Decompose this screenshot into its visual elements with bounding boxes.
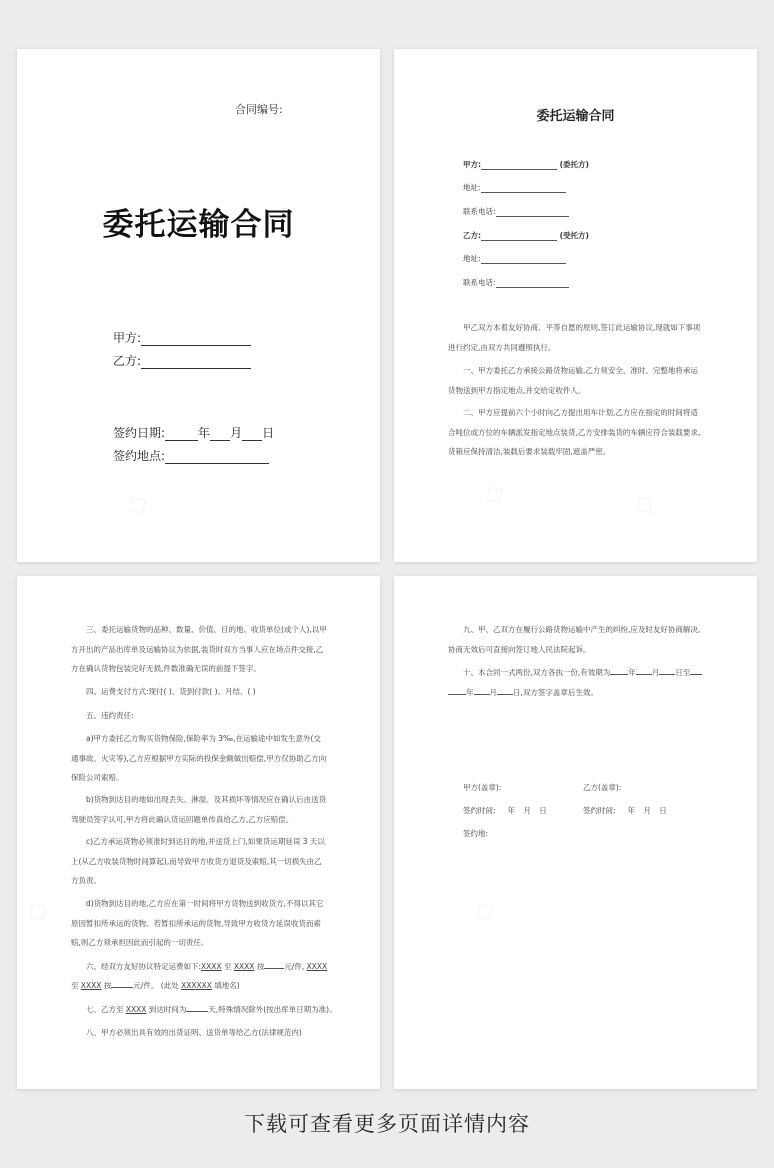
p3-paragraph-7 bbox=[86, 1000, 337, 1020]
p2-address-b-label: 地址: bbox=[463, 254, 481, 263]
p2-phone-b-line bbox=[496, 279, 569, 288]
p2-address-b bbox=[463, 253, 566, 264]
p6-note-end: 填地名) bbox=[214, 981, 240, 990]
p10-blank-6 bbox=[474, 686, 490, 695]
p3-paragraph-8: 八、甲方必须出具有效的出货证明、送货单等给乙方(法律规范内) bbox=[86, 1028, 302, 1037]
p10-a: 十、本合同一式两份,双方各执一份,有效期为 bbox=[463, 668, 611, 677]
month-line bbox=[210, 428, 230, 441]
p10-g: 日,双方签字盖章后生效。 bbox=[513, 688, 598, 697]
p7-end: 天,特殊情况除外(按出库单日期为准)。 bbox=[208, 1005, 337, 1014]
p2-paragraph-2: 二、甲方应提前六个小时向乙方提出用车计划,乙方应在指定的时间将适合吨位或方位的车辆派发指定地点装货,乙方安排装货的车辆应符合装载要求,货箱应保持清洁,装载后要求装载牢固,遮盖严密。 bbox=[448, 408, 701, 456]
p6-to-2: 至 bbox=[71, 981, 79, 990]
p7-pre: 七、乙方至 bbox=[86, 1005, 124, 1014]
p6-to-1: 至 bbox=[223, 962, 232, 971]
month-label: 月 bbox=[230, 426, 243, 440]
sign-time-a bbox=[463, 805, 547, 816]
p6-xxxxxx: XXXXXX bbox=[181, 981, 212, 990]
p6-xxxx-2: XXXX bbox=[233, 962, 255, 971]
p2-party-b-label: 乙方: bbox=[463, 231, 481, 240]
party-a-line bbox=[141, 333, 251, 346]
sign-time-a-label: 签约时间: bbox=[463, 806, 496, 815]
p6-per-1: 按 bbox=[256, 962, 265, 971]
p6-per-2: 按 bbox=[103, 981, 112, 990]
p4-paragraph-10-line1 bbox=[463, 663, 702, 683]
p2-phone-b bbox=[463, 277, 569, 288]
p2-address-a-line bbox=[481, 184, 566, 193]
party-a-field bbox=[113, 329, 251, 346]
p6-unit-1: 元/件, bbox=[284, 962, 305, 971]
day-line bbox=[242, 428, 262, 441]
sign-time-b bbox=[583, 805, 667, 816]
sign-party-a: 甲方(盖章): bbox=[463, 783, 502, 792]
party-b-line bbox=[141, 356, 251, 369]
p6-xxxx-3: XXXX bbox=[306, 962, 328, 971]
p10-blank-3 bbox=[659, 666, 675, 675]
watermark bbox=[120, 486, 154, 522]
watermark bbox=[627, 486, 661, 522]
footer-caption: 下载可查看更多页面详情内容 bbox=[244, 1112, 530, 1136]
year-label: 年 bbox=[198, 426, 211, 440]
p3-paragraph-5d: d)货物到达目的地,乙方应在第一时间将甲方货物送到收货方,不得以其它原因暂扣所承运的货物。若暂扣所承运的货物,导致甲方收货方延误收货而索赔,则乙方须承担因此而引起的一切责任。 bbox=[71, 899, 324, 947]
p3-paragraph-3: 三、委托运输货物的品种、数量、价值、目的地、收货单位(或个人),以甲方开出的产品出库单及运输协议为依据,装货时双方当事人应在场点件交接,乙方在确认货物包装完好无损,件数准确无误的前提下签字。 bbox=[71, 625, 327, 673]
p2-party-a-role: (委托方) bbox=[559, 160, 589, 169]
p6-blank-2 bbox=[111, 979, 133, 988]
sign-time-a-date: 年 月 日 bbox=[507, 806, 547, 815]
watermark bbox=[467, 893, 501, 929]
p10-blank-5 bbox=[448, 686, 466, 695]
p2-address-a bbox=[463, 182, 566, 193]
p7-mid: 到达时间为 bbox=[148, 1005, 187, 1014]
p10-blank-4 bbox=[690, 666, 702, 675]
p2-party-a bbox=[463, 159, 589, 170]
p10-b: 年 bbox=[628, 668, 636, 677]
page-3 bbox=[17, 576, 380, 1089]
page-4 bbox=[394, 576, 757, 1089]
p10-d: 日至 bbox=[675, 668, 691, 677]
p2-phone-a-line bbox=[496, 208, 569, 217]
p4-paragraph-9: 九、甲、乙双方在履行公路货物运输中产生的纠纷,应及时友好协商解决,协商无效后可直接向签订地人民法院起诉。 bbox=[448, 625, 701, 654]
p2-phone-a-label: 联系电话: bbox=[463, 207, 496, 216]
p2-party-b-role: (受托方) bbox=[559, 231, 589, 240]
p4-paragraph-10-line2 bbox=[448, 683, 598, 703]
sign-place-label: 签约地点: bbox=[113, 449, 166, 463]
day-label: 日 bbox=[262, 426, 275, 440]
sign-date-label: 签约日期: bbox=[113, 426, 166, 440]
p6-blank-1 bbox=[264, 960, 284, 969]
sign-place: 签约地: bbox=[463, 829, 489, 838]
sign-time-b-label: 签约时间: bbox=[583, 806, 616, 815]
year-line bbox=[165, 428, 198, 441]
p6-xxxx-4: XXXX bbox=[80, 981, 102, 990]
p2-party-a-line bbox=[481, 161, 557, 170]
sign-place-field bbox=[113, 447, 269, 464]
party-b-label: 乙方: bbox=[113, 354, 142, 368]
party-a-label: 甲方: bbox=[113, 331, 142, 345]
sign-date-field bbox=[113, 424, 274, 441]
p2-address-a-label: 地址: bbox=[463, 183, 481, 192]
p2-phone-b-label: 联系电话: bbox=[463, 278, 496, 287]
watermark bbox=[477, 476, 511, 512]
p3-paragraph-5b: b)货物到达目的地如出现丢失、淋湿、及其损坏等情况应在确认后由送货驾驶员签字认可,甲方将此确认货运回题单传真给乙方,乙方应赔偿。 bbox=[71, 795, 327, 824]
p2-intro-paragraph: 甲乙双方本着友好协商、平等自愿的原则,签订此运输协议,现就如下事项进行约定,由双方共同遵照执行。 bbox=[448, 323, 701, 352]
p2-paragraph-1: 一、甲方委托乙方承接公路货物运输,乙方须安全、准时、完整地将承运货物送到甲方指定地点,并交给定收件人。 bbox=[448, 366, 698, 395]
p6-xxxx-1: XXXX bbox=[201, 962, 222, 971]
p3-paragraph-5: 五、违约责任: bbox=[86, 711, 134, 720]
p2-party-a-label: 甲方: bbox=[463, 160, 481, 169]
p3-paragraph-5c: c)乙方承运货物必须准时到达目的地,并送货上门,如果货运期延误 3 天以上(从乙方收装货物时间算起),而导致甲方收货方退货及索赔,其一切损失由乙方负责。 bbox=[71, 837, 325, 885]
p10-blank-2 bbox=[636, 666, 652, 675]
p2-address-b-line bbox=[481, 255, 566, 264]
sign-place-line bbox=[165, 451, 269, 464]
p2-party-b bbox=[463, 230, 589, 241]
p6-unit-2: 元/件。 bbox=[133, 981, 159, 990]
p3-paragraph-6-line2 bbox=[71, 976, 240, 996]
cover-title: 委托运输合同 bbox=[102, 207, 295, 243]
p2-party-b-line bbox=[481, 232, 557, 241]
p3-paragraph-5a: a)甲方委托乙方购买货物保险,保险率为 3‰,在运输途中如发生意外(交通事故、火灾等),乙方应根据甲方实际的投保金额做出赔偿,甲方仅协助乙方向保险公司索赔。 bbox=[71, 734, 327, 782]
p10-blank-7 bbox=[497, 686, 513, 695]
p7-xxxx: XXXX bbox=[125, 1005, 147, 1014]
p6-note: (此处 bbox=[160, 981, 179, 990]
page-cover bbox=[17, 49, 380, 562]
page2-title: 委托运输合同 bbox=[536, 109, 615, 124]
contract-number-label: 合同编号: bbox=[235, 103, 283, 116]
p3-paragraph-4: 四、运费支付方式:现付( )、货到付款( )、月结、( ) bbox=[86, 687, 256, 696]
p7-blank bbox=[186, 1003, 208, 1012]
p10-e: 年 bbox=[466, 688, 474, 697]
page-2 bbox=[394, 49, 757, 562]
p10-blank-1 bbox=[610, 666, 628, 675]
p6-pre: 六、经双方友好协议特定运费如下: bbox=[86, 962, 202, 971]
p10-c: 月 bbox=[651, 668, 660, 677]
p3-paragraph-6-line1 bbox=[86, 957, 327, 977]
watermark bbox=[20, 893, 54, 929]
party-b-field bbox=[113, 352, 251, 369]
p10-f: 月 bbox=[489, 688, 497, 697]
sign-time-b-date: 年 月 日 bbox=[627, 806, 667, 815]
p2-phone-a bbox=[463, 206, 569, 217]
sign-party-b: 乙方(盖章): bbox=[583, 783, 622, 792]
